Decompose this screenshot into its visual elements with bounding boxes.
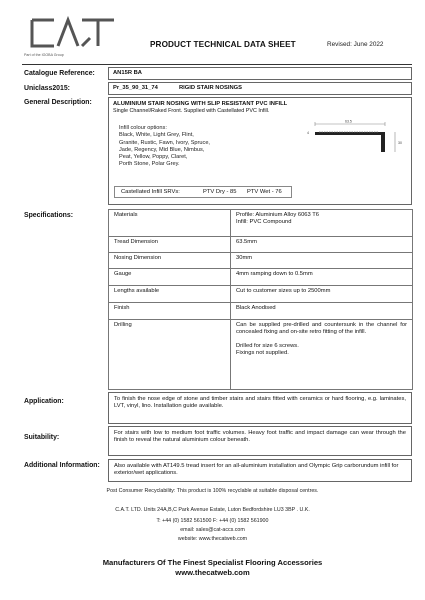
group-caption: Part of the IGOBA Group xyxy=(24,53,64,57)
uniclass-label: Uniclass2015: xyxy=(24,85,70,92)
spec-value: 63.5mm xyxy=(231,237,413,253)
diagram-width-label: 63.5 xyxy=(345,119,352,124)
spec-row xyxy=(109,320,413,390)
company-logo xyxy=(28,10,118,58)
spec-row xyxy=(109,286,413,303)
srv-wet: PTV Wet - 76 xyxy=(247,189,282,195)
spec-value-line: Can be supplied pre-drilled and countersunk in the channel for concealed fixing and on-site retro fitting of the infill. xyxy=(236,322,407,335)
spec-value-line: Infill: PVC Compound xyxy=(236,219,292,225)
additional-label: Additional Information: xyxy=(24,462,100,469)
spec-value-line: Fixings not supplied. xyxy=(236,350,289,356)
spec-name: Nosing Dimension xyxy=(109,253,231,269)
company-phone: T: +44 (0) 1582 561500 F: +44 (0) 1582 561900 xyxy=(156,518,269,524)
spec-name: Gauge xyxy=(109,269,231,286)
application-label: Application: xyxy=(24,398,64,405)
revised-date: Revised: June 2022 xyxy=(327,41,384,48)
spec-value xyxy=(231,210,413,237)
spec-name: Materials xyxy=(109,210,231,237)
company-website[interactable]: website: www.thecatweb.com xyxy=(177,536,248,542)
colours-line: Peat, Yellow, Poppy, Claret, xyxy=(119,154,188,161)
spec-value-line: Drilled for size 6 screws. xyxy=(236,343,299,349)
additional-text: Also available with AT149.5 tread insert for an all-aluminium installation and Olympic Grip carborundum infill for exterior/wet applications. xyxy=(108,459,412,482)
suitability-text: For stairs with low to medium foot traffic volumes. Heavy foot traffic and impact damage can wear through the finish to reveal the natural aluminium colour beneath. xyxy=(108,426,412,456)
header-divider xyxy=(22,64,412,65)
srv-dry: PTV Dry - 85 xyxy=(203,189,237,195)
catalogue-box xyxy=(108,67,412,80)
uniclass-name: RIGID STAIR NOSINGS xyxy=(179,85,243,91)
spec-value: Cut to customer sizes up to 2500mm xyxy=(231,286,413,303)
company-email[interactable]: email: sales@cat-accs.com xyxy=(180,527,245,533)
spec-value xyxy=(231,320,413,390)
colours-line: Black, White, Light Grey, Flint, xyxy=(119,132,194,139)
catalogue-label: Catalogue Reference: xyxy=(24,70,95,77)
application-text: To finish the nose edge of stone and timber stairs and stairs fitted with ceramics or hard flooring, e.g. laminates, LVT, vinyl, lino. Installation guide available. xyxy=(108,392,412,424)
spec-name: Drilling xyxy=(109,320,231,390)
description-subtitle: Single Channel/Raked Front. Supplied with Castellated PVC Infill. xyxy=(113,108,270,114)
infill-colours-list xyxy=(119,125,210,169)
spec-name: Finish xyxy=(109,303,231,320)
colours-line: Granite, Rustic, Fawn, Ivory, Spruce, xyxy=(119,139,210,146)
colours-heading: Infill colour options: xyxy=(119,125,167,131)
colours-line: Porth Stone, Polar Grey. xyxy=(119,161,180,168)
srv-box xyxy=(114,186,292,198)
recyclability-note: Post Consumer Recyclability: This product is 100% recyclable at suitable disposal centres. xyxy=(106,488,319,494)
document-title: PRODUCT TECHNICAL DATA SHEET xyxy=(150,40,296,49)
description-label: General Description: xyxy=(24,99,92,106)
spec-name: Tread Dimension xyxy=(109,237,231,253)
spec-value-line: Profile: Aluminium Alloy 6063 T6 xyxy=(236,212,320,218)
uniclass-box xyxy=(108,82,412,95)
tagline-url[interactable]: www.thecatweb.com xyxy=(175,568,250,577)
spec-value: 30mm xyxy=(231,253,413,269)
description-box xyxy=(108,97,412,205)
tagline: Manufacturers Of The Finest Specialist Flooring Accessories xyxy=(102,558,323,567)
diagram-height-label: 30 xyxy=(398,141,402,145)
catalogue-value: AN15R BA xyxy=(113,70,142,76)
spec-row xyxy=(109,269,413,286)
spec-value: Black Anodised xyxy=(231,303,413,320)
colours-line: Jade, Regency, Mid Blue, Nimbus, xyxy=(119,146,205,153)
spec-row xyxy=(109,303,413,320)
specifications-table xyxy=(108,209,413,390)
profile-diagram xyxy=(305,118,409,160)
suitability-label: Suitability: xyxy=(24,434,60,441)
spec-row xyxy=(109,253,413,269)
spec-spacer xyxy=(236,336,407,343)
description-title: ALUMINIUM STAIR NOSING WITH SLIP RESISTANT PVC INFILL xyxy=(113,101,288,107)
spec-row xyxy=(109,237,413,253)
spec-row xyxy=(109,210,413,237)
specifications-label: Specifications: xyxy=(24,212,74,219)
uniclass-code: Pr_35_90_31_74 xyxy=(113,85,158,91)
spec-value: 4mm ramping down to 0.5mm xyxy=(231,269,413,286)
spec-name: Lengths available xyxy=(109,286,231,303)
srv-label: Castellated Infill SRVs: xyxy=(121,189,180,195)
company-address: C.A.T. LTD. Units 24A,B,C Park Avenue Estate, Luton Bedfordshire LU3 3BP . U.K. xyxy=(115,507,310,513)
diagram-side-label: 4 xyxy=(307,131,309,135)
